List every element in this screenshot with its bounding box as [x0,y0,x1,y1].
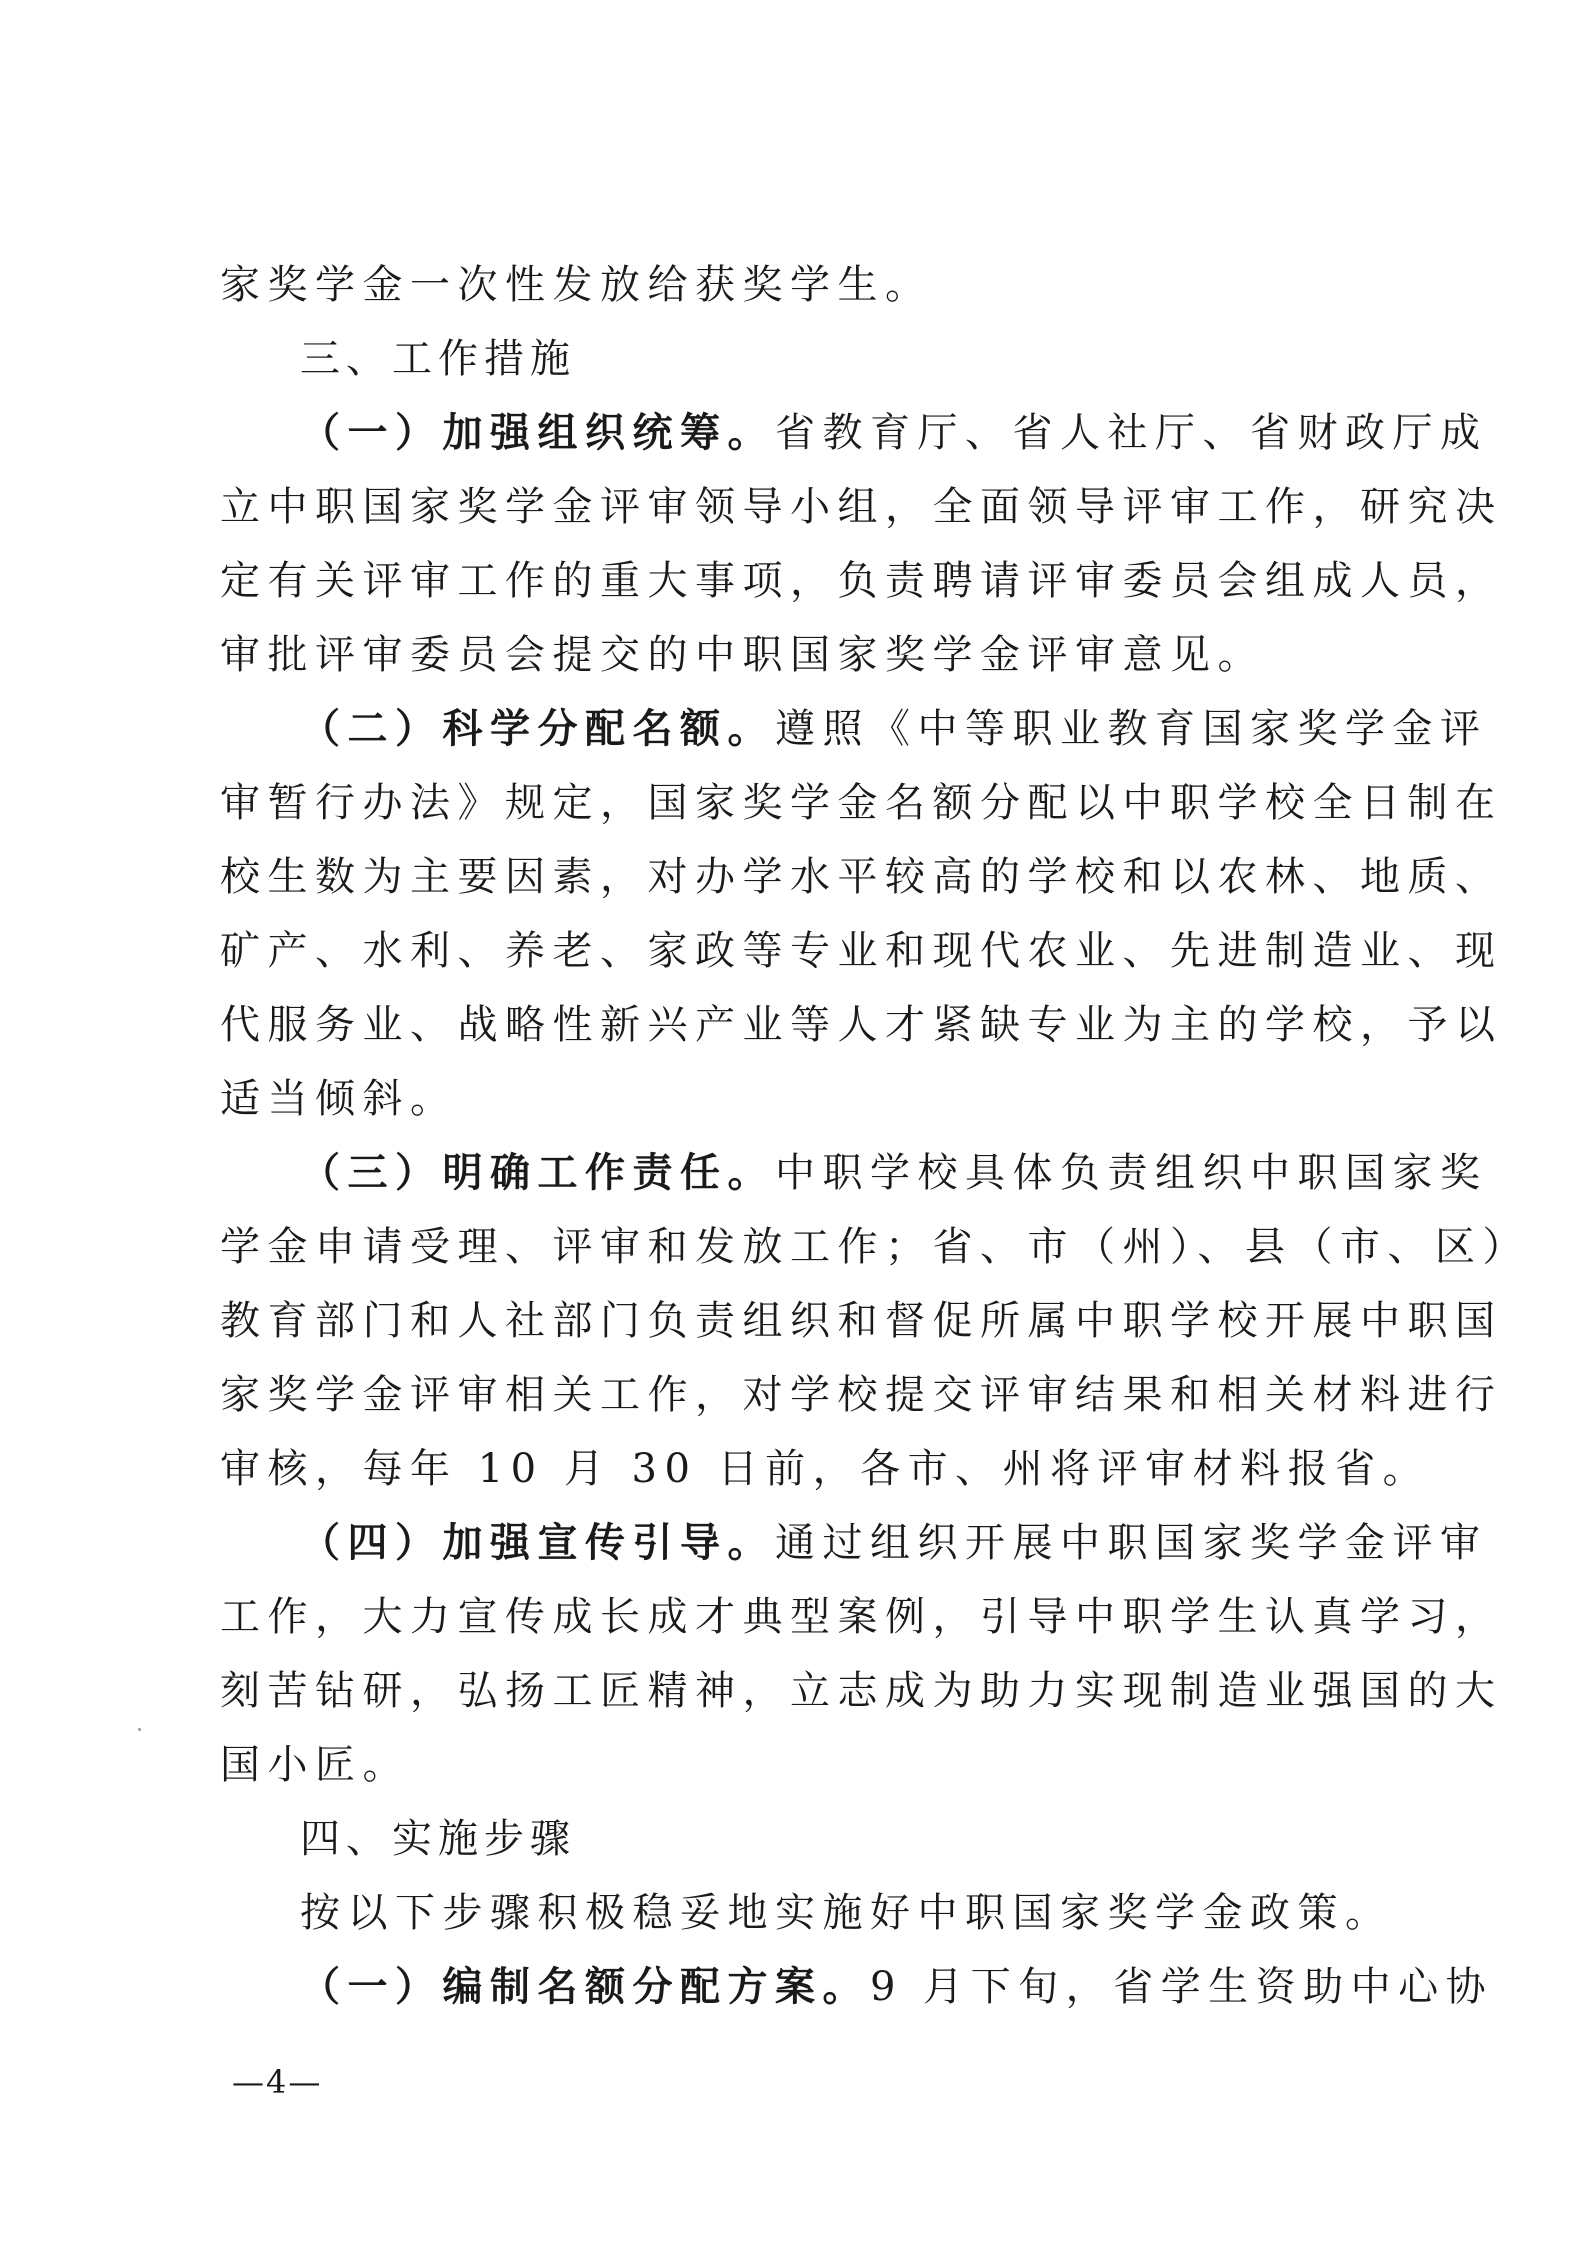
section-heading: 四、实施步骤 [300,1816,576,1862]
paragraph-line: 国小匠。 [220,1742,410,1788]
paragraph-line: 审批评审委员会提交的中职国家奖学金评审意见。 [220,632,1265,678]
subheading: （四）加强宣传引导。 [300,1519,775,1566]
paragraph-line: 家奖学金一次性发放给获奖学生。 [220,262,933,308]
paragraph-line: 适当倾斜。 [220,1076,458,1122]
paragraph-line: 刻苦钻研，弘扬工匠精神，立志成为助力实现制造业强国的大 [220,1668,1503,1714]
paragraph-line: 代服务业、战略性新兴产业等人才紧缺专业为主的学校，予以 [220,1002,1503,1048]
paragraph-line: 家奖学金评审相关工作，对学校提交评审结果和相关材料进行 [220,1372,1503,1418]
paragraph-line: 学金申请受理、评审和发放工作；省、市（州）、县（市、区） [220,1224,1530,1270]
paragraph-line: 按以下步骤积极稳妥地实施好中职国家奖学金政策。 [300,1890,1393,1936]
paragraph-line: （四）加强宣传引导。通过组织开展中职国家奖学金评审 [300,1519,1488,1566]
paragraph-line: 教育部门和人社部门负责组织和督促所属中职学校开展中职国 [220,1298,1503,1344]
paragraph-line: （二）科学分配名额。遵照《中等职业教育国家奖学金评 [300,705,1488,752]
paragraph-line: 立中职国家奖学金评审领导小组，全面领导评审工作，研究决 [220,484,1503,530]
section-heading: 三、工作措施 [300,336,576,382]
paragraph-line: （一）加强组织统筹。省教育厅、省人社厅、省财政厅成 [300,409,1488,456]
paragraph-line: （一）编制名额分配方案。9 月下旬，省学生资助中心协 [300,1963,1494,2010]
subheading: （一）编制名额分配方案。 [300,1963,870,2010]
paragraph-line: 审暂行办法》规定，国家奖学金名额分配以中职学校全日制在 [220,780,1503,826]
paragraph-line: 审核，每年 10 月 30 日前，各市、州将评审材料报省。 [220,1446,1431,1492]
paragraph-line: 矿产、水利、养老、家政等专业和现代农业、先进制造业、现 [220,928,1503,974]
paragraph-line: 定有关评审工作的重大事项，负责聘请评审委员会组成人员， [220,558,1503,604]
subheading: （一）加强组织统筹。 [300,409,775,456]
paragraph-line: （三）明确工作责任。中职学校具体负责组织中职国家奖 [300,1149,1488,1196]
page-number: —4— [232,2063,323,2101]
scan-speck [138,1728,141,1731]
subheading: （二）科学分配名额。 [300,705,775,752]
paragraph-line: 工作，大力宣传成长成才典型案例，引导中职学生认真学习， [220,1594,1503,1640]
subheading: （三）明确工作责任。 [300,1149,775,1196]
paragraph-line: 校生数为主要因素，对办学水平较高的学校和以农林、地质、 [220,854,1503,900]
